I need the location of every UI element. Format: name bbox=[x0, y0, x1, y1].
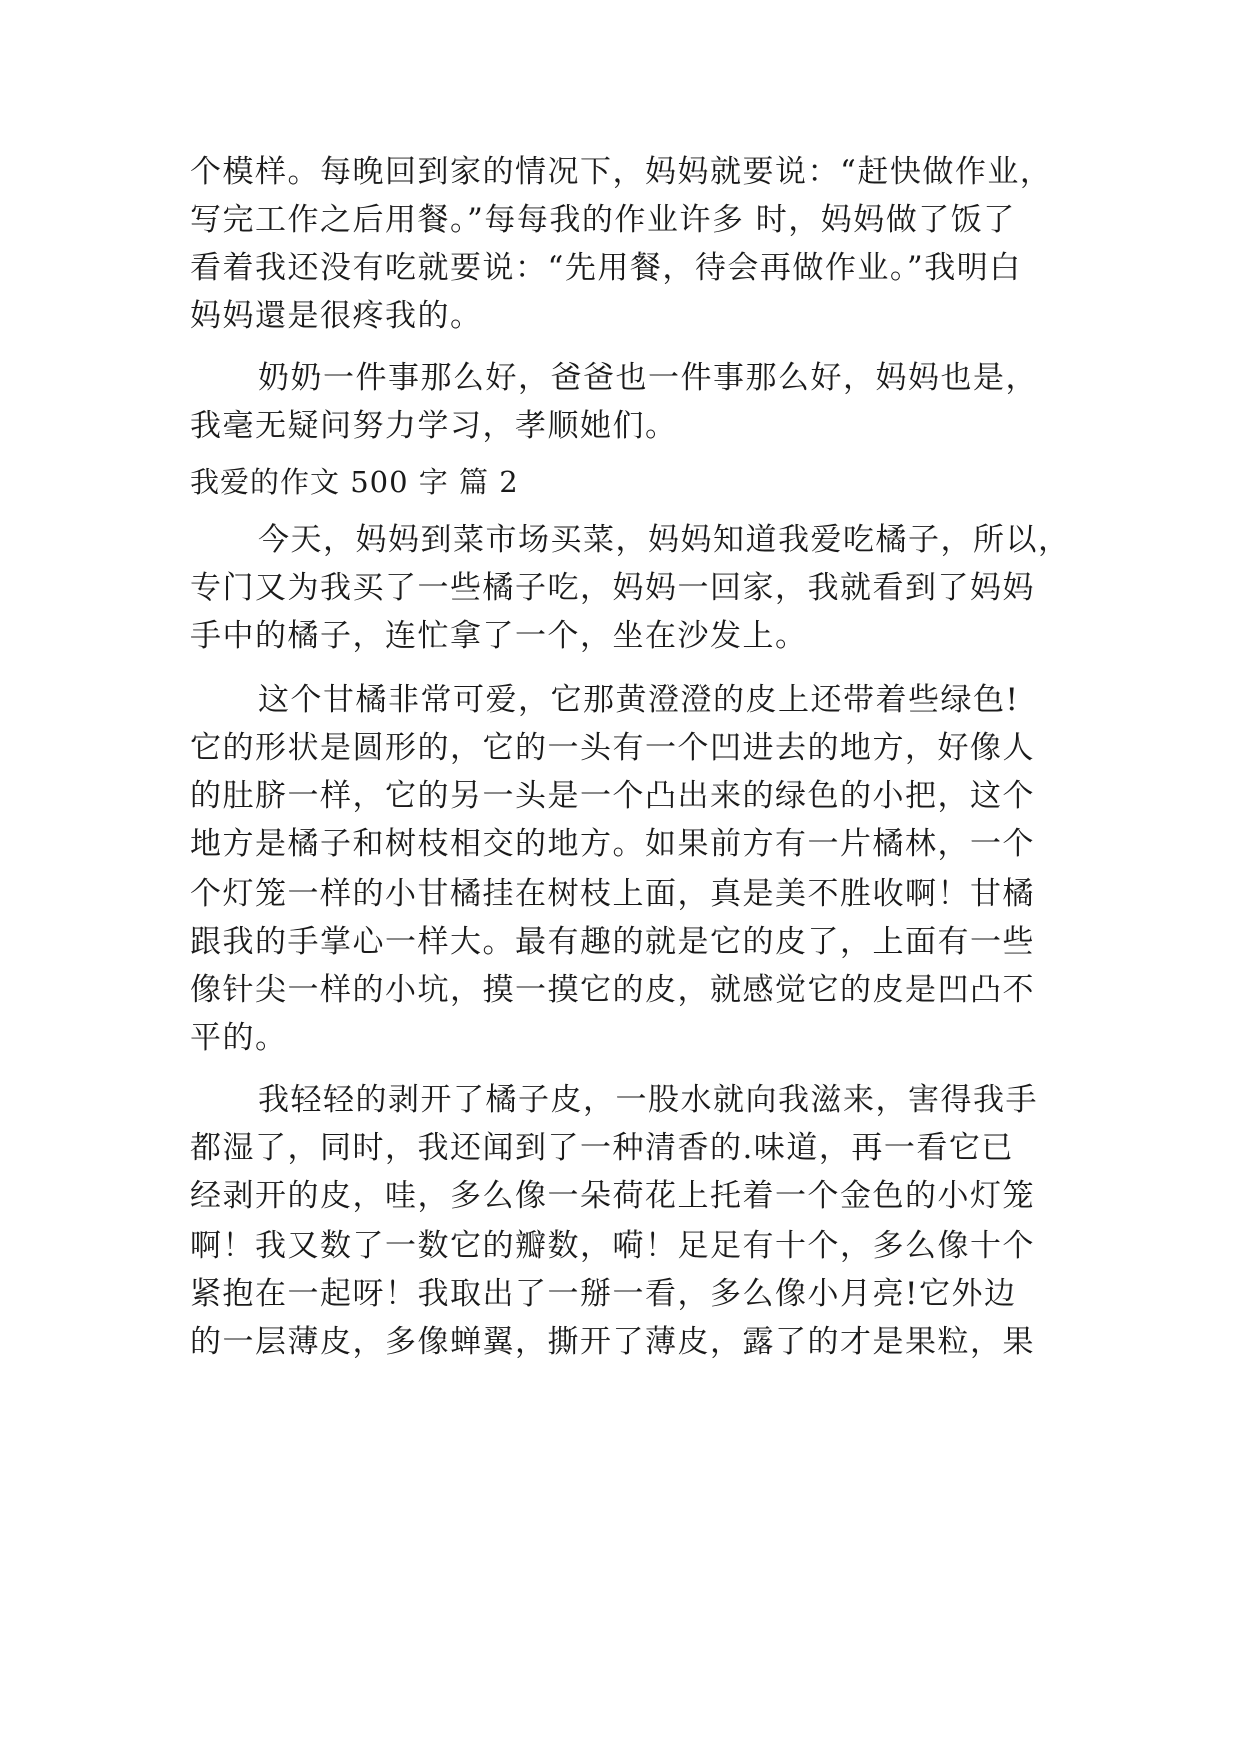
paragraph-line: 奶奶一件事那么好，爸爸也一件事那么好，妈妈也是， bbox=[258, 360, 1038, 396]
paragraph-line: 这个甘橘非常可爱，它那黄澄澄的皮上还带着些绿色! bbox=[258, 682, 1020, 718]
paragraph-line: 的肚脐一样，它的另一头是一个凸出来的绿色的小把，这个 bbox=[190, 778, 1035, 814]
paragraph-line: 的一层薄皮，多像蝉翼，撕开了薄皮，露了的才是果粒，果 bbox=[190, 1324, 1035, 1360]
paragraph-line: 我毫无疑问努力学习，孝顺她们。 bbox=[190, 408, 678, 444]
paragraph-line: 个模样。每晚回到家的情况下，妈妈就要说：“赶快做作业， bbox=[190, 154, 1053, 190]
paragraph-line: 妈妈還是很疼我的。 bbox=[190, 298, 483, 334]
paragraph-line: 写完工作之后用餐。”每每我的作业许多 时，妈妈做了饭了 bbox=[190, 202, 1016, 238]
paragraph-line: 啊！我又数了一数它的瓣数，嗬！足足有十个，多么像十个 bbox=[190, 1228, 1035, 1264]
paragraph-line: 紧抱在一起呀！我取出了一掰一看，多么像小月亮!它外边 bbox=[190, 1276, 1017, 1312]
paragraph-line: 跟我的手掌心一样大。最有趣的就是它的皮了，上面有一些 bbox=[190, 924, 1035, 960]
paragraph-line: 经剥开的皮，哇，多么像一朵荷花上托着一个金色的小灯笼 bbox=[190, 1178, 1035, 1214]
paragraph-line: 它的形状是圆形的，它的一头有一个凹进去的地方，好像人 bbox=[190, 730, 1035, 766]
paragraph-line: 个灯笼一样的小甘橘挂在树枝上面，真是美不胜收啊！甘橘 bbox=[190, 876, 1035, 912]
paragraph-line: 看着我还没有吃就要说：“先用餐，待会再做作业。”我明白 bbox=[190, 250, 1022, 286]
section-heading: 我爱的作文 500 字 篇 2 bbox=[190, 465, 519, 499]
paragraph-line: 我轻轻的剥开了橘子皮，一股水就向我滋来，害得我手 bbox=[258, 1082, 1038, 1118]
paragraph-line: 平的。 bbox=[190, 1020, 288, 1056]
paragraph-line: 都湿了，同时，我还闻到了一种清香的.味道，再一看它已 bbox=[190, 1130, 1014, 1166]
paragraph-line: 地方是橘子和树枝相交的地方。如果前方有一片橘林，一个 bbox=[190, 826, 1035, 862]
paragraph-line: 手中的橘子，连忙拿了一个，坐在沙发上。 bbox=[190, 618, 808, 654]
paragraph-line: 像针尖一样的小坑，摸一摸它的皮，就感觉它的皮是凹凸不 bbox=[190, 972, 1035, 1008]
paragraph-line: 今天，妈妈到菜市场买菜，妈妈知道我爱吃橘子，所以， bbox=[258, 522, 1071, 558]
paragraph-line: 专门又为我买了一些橘子吃，妈妈一回家，我就看到了妈妈 bbox=[190, 570, 1035, 606]
